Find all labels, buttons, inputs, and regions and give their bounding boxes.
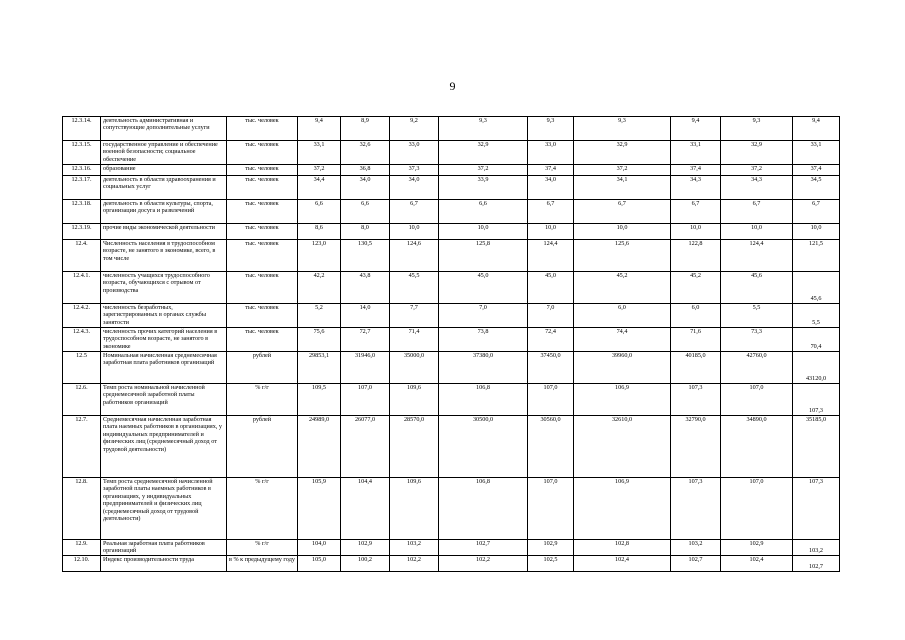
row-indicator-name: деятельность в области культуры, спорта, организации досуга и развлечений bbox=[101, 200, 227, 224]
row-value: 24989,0 bbox=[298, 416, 341, 478]
row-value: 33,0 bbox=[390, 141, 439, 165]
row-value: 10,0 bbox=[793, 224, 840, 240]
row-code: 12.3.16. bbox=[63, 165, 101, 176]
row-value: 102,2 bbox=[390, 556, 439, 572]
row-indicator-name: Темп роста среднемесячной начисленной заработной платы наемных работников в организациях, у индивидуальных предпринимателей и физических лиц (среднемесячный доход от трудовой деятельности) bbox=[101, 478, 227, 540]
row-value: 71,4 bbox=[390, 328, 439, 352]
table-body bbox=[63, 117, 840, 572]
row-value: 124,6 bbox=[390, 240, 439, 272]
row-value: 34,3 bbox=[721, 176, 793, 200]
row-value: 9,3 bbox=[574, 117, 671, 141]
row-value: 107,0 bbox=[721, 478, 793, 540]
row-value: 45,0 bbox=[439, 272, 528, 304]
row-value: 107,3 bbox=[793, 384, 840, 416]
table-row bbox=[63, 141, 840, 165]
row-value: 33,1 bbox=[671, 141, 721, 165]
table-row bbox=[63, 556, 840, 572]
row-value: 10,0 bbox=[671, 224, 721, 240]
row-value: 32790,0 bbox=[671, 416, 721, 478]
row-value: 102,7 bbox=[671, 556, 721, 572]
row-value: 109,6 bbox=[390, 478, 439, 540]
row-value: 107,3 bbox=[793, 478, 840, 540]
row-value: 7,0 bbox=[439, 304, 528, 328]
row-indicator-name: Номинальная начисленная среднемесячная заработная плата работников организаций bbox=[101, 352, 227, 384]
row-value: 122,8 bbox=[671, 240, 721, 272]
row-value: 6,0 bbox=[671, 304, 721, 328]
row-value: 45,2 bbox=[574, 272, 671, 304]
row-value: 43,8 bbox=[341, 272, 390, 304]
row-indicator-name: численность учащихся трудоспособного возраста, обучающихся с отрывом от производства bbox=[101, 272, 227, 304]
row-unit: % г/г bbox=[227, 478, 298, 540]
row-value: 107,0 bbox=[341, 384, 390, 416]
row-value: 33,9 bbox=[439, 176, 528, 200]
row-value: 34,0 bbox=[341, 176, 390, 200]
row-code: 12.4.2. bbox=[63, 304, 101, 328]
row-value: 6,6 bbox=[341, 200, 390, 224]
row-value: 121,5 bbox=[793, 240, 840, 272]
row-value: 14,0 bbox=[341, 304, 390, 328]
row-value: 9,4 bbox=[298, 117, 341, 141]
row-value: 32,9 bbox=[439, 141, 528, 165]
row-value: 6,7 bbox=[671, 200, 721, 224]
row-code: 12.3.18. bbox=[63, 200, 101, 224]
row-unit: тыс. человек bbox=[227, 165, 298, 176]
row-value: 28570,0 bbox=[390, 416, 439, 478]
row-code: 12.3.17. bbox=[63, 176, 101, 200]
table-row bbox=[63, 272, 840, 304]
row-value: 37,2 bbox=[298, 165, 341, 176]
row-unit: тыс. человек bbox=[227, 328, 298, 352]
row-value: 6,7 bbox=[528, 200, 574, 224]
row-unit: рублей bbox=[227, 352, 298, 384]
row-value: 6,7 bbox=[721, 200, 793, 224]
row-indicator-name: Численность населения в трудоспособном возрасте, не занятого в экономике, всего, в том числе bbox=[101, 240, 227, 272]
page-number: 9 bbox=[449, 79, 456, 93]
row-code: 12.4.1. bbox=[63, 272, 101, 304]
row-value: 106,8 bbox=[439, 384, 528, 416]
row-code: 12.5 bbox=[63, 352, 101, 384]
row-value: 32,9 bbox=[574, 141, 671, 165]
row-value: 36,8 bbox=[341, 165, 390, 176]
row-code: 12.3.19. bbox=[63, 224, 101, 240]
row-value: 102,7 bbox=[439, 540, 528, 556]
row-value: 102,9 bbox=[341, 540, 390, 556]
row-value: 6,7 bbox=[793, 200, 840, 224]
row-value: 43120,0 bbox=[793, 352, 840, 384]
row-value: 10,0 bbox=[721, 224, 793, 240]
table-row bbox=[63, 384, 840, 416]
row-indicator-name: деятельность в области здравоохранения и социальных услуг bbox=[101, 176, 227, 200]
row-value: 8,9 bbox=[341, 117, 390, 141]
row-value: 5,5 bbox=[721, 304, 793, 328]
row-value: 109,6 bbox=[390, 384, 439, 416]
row-unit: в % к предыдущему году bbox=[227, 556, 298, 572]
row-value: 35185,0 bbox=[793, 416, 840, 478]
row-value: 10,0 bbox=[390, 224, 439, 240]
row-value: 42,2 bbox=[298, 272, 341, 304]
row-value: 109,5 bbox=[298, 384, 341, 416]
row-indicator-name: численность прочих категорий населения в трудоспособном возрасте, не занятого в экономике bbox=[101, 328, 227, 352]
row-value: 6,7 bbox=[390, 200, 439, 224]
row-value: 125,6 bbox=[574, 240, 671, 272]
row-value: 106,9 bbox=[574, 384, 671, 416]
row-value: 107,0 bbox=[528, 478, 574, 540]
row-value: 34,1 bbox=[574, 176, 671, 200]
row-value: 45,6 bbox=[793, 272, 840, 304]
row-indicator-name: численность безработных, зарегистрированных в органах службы занятости bbox=[101, 304, 227, 328]
row-value: 10,0 bbox=[574, 224, 671, 240]
row-unit: тыс. человек bbox=[227, 240, 298, 272]
row-indicator-name: прочие виды экономической деятельности bbox=[101, 224, 227, 240]
row-value: 37,2 bbox=[574, 165, 671, 176]
row-unit: тыс. человек bbox=[227, 304, 298, 328]
row-value: 102,4 bbox=[721, 556, 793, 572]
row-value: 72,7 bbox=[341, 328, 390, 352]
row-value: 107,3 bbox=[671, 384, 721, 416]
row-code: 12.4.3. bbox=[63, 328, 101, 352]
row-value: 9,3 bbox=[528, 117, 574, 141]
table-row bbox=[63, 165, 840, 176]
row-value: 71,6 bbox=[671, 328, 721, 352]
row-value: 102,8 bbox=[574, 540, 671, 556]
row-value: 73,3 bbox=[721, 328, 793, 352]
table-row bbox=[63, 200, 840, 224]
data-table bbox=[62, 116, 840, 572]
row-value: 42760,0 bbox=[721, 352, 793, 384]
row-code: 12.4. bbox=[63, 240, 101, 272]
row-value: 107,0 bbox=[721, 384, 793, 416]
row-value: 102,4 bbox=[574, 556, 671, 572]
row-value: 30500,0 bbox=[439, 416, 528, 478]
row-value: 73,8 bbox=[439, 328, 528, 352]
row-code: 12.7. bbox=[63, 416, 101, 478]
row-value: 9,4 bbox=[671, 117, 721, 141]
row-code: 12.10. bbox=[63, 556, 101, 572]
row-value: 33,0 bbox=[528, 141, 574, 165]
row-value: 104,4 bbox=[341, 478, 390, 540]
row-value: 45,5 bbox=[390, 272, 439, 304]
row-code: 12.3.15. bbox=[63, 141, 101, 165]
row-value: 7,7 bbox=[390, 304, 439, 328]
row-unit: тыс. человек bbox=[227, 272, 298, 304]
row-indicator-name: государственное управление и обеспечение военной безопасности; социальное обеспечение bbox=[101, 141, 227, 165]
row-value: 35000,0 bbox=[390, 352, 439, 384]
row-value: 9,3 bbox=[439, 117, 528, 141]
row-value: 34,4 bbox=[298, 176, 341, 200]
row-value: 5,2 bbox=[298, 304, 341, 328]
row-value: 6,0 bbox=[574, 304, 671, 328]
row-value: 124,4 bbox=[528, 240, 574, 272]
row-value: 26077,0 bbox=[341, 416, 390, 478]
row-indicator-name: Темп роста номинальной начисленной среднемесячной заработной платы работников организаций bbox=[101, 384, 227, 416]
row-value: 34,3 bbox=[671, 176, 721, 200]
table-row bbox=[63, 117, 840, 141]
row-value: 100,2 bbox=[341, 556, 390, 572]
row-value: 102,7 bbox=[793, 556, 840, 572]
row-value: 37450,0 bbox=[528, 352, 574, 384]
row-value: 130,5 bbox=[341, 240, 390, 272]
table-row bbox=[63, 240, 840, 272]
table-row bbox=[63, 416, 840, 478]
row-value: 6,6 bbox=[298, 200, 341, 224]
row-value: 105,0 bbox=[298, 556, 341, 572]
row-indicator-name: Индекс производительности труда bbox=[101, 556, 227, 572]
row-value: 106,8 bbox=[439, 478, 528, 540]
row-value: 106,9 bbox=[574, 478, 671, 540]
row-indicator-name: Среднемесячная начисленная заработная плата наемных работников в организациях, у индивидуальных предпринимателей и физических лиц (среднемесячный доход от трудовой деятельности) bbox=[101, 416, 227, 478]
table-row bbox=[63, 328, 840, 352]
row-value: 34,0 bbox=[528, 176, 574, 200]
row-value: 72,4 bbox=[528, 328, 574, 352]
row-indicator-name: деятельность административная и сопутствующие дополнительные услуги bbox=[101, 117, 227, 141]
table-row bbox=[63, 478, 840, 540]
row-value: 9,4 bbox=[793, 117, 840, 141]
row-value: 37,3 bbox=[390, 165, 439, 176]
row-value: 8,0 bbox=[341, 224, 390, 240]
row-code: 12.8. bbox=[63, 478, 101, 540]
row-value: 45,6 bbox=[721, 272, 793, 304]
row-indicator-name: образование bbox=[101, 165, 227, 176]
row-value: 37,2 bbox=[439, 165, 528, 176]
row-unit: тыс. человек bbox=[227, 117, 298, 141]
row-value: 10,0 bbox=[528, 224, 574, 240]
row-value: 34890,0 bbox=[721, 416, 793, 478]
table-row bbox=[63, 352, 840, 384]
row-value: 74,4 bbox=[574, 328, 671, 352]
row-value: 102,9 bbox=[528, 540, 574, 556]
row-value: 75,6 bbox=[298, 328, 341, 352]
row-value: 33,1 bbox=[298, 141, 341, 165]
row-value: 32610,0 bbox=[574, 416, 671, 478]
row-value: 102,5 bbox=[528, 556, 574, 572]
row-unit: тыс. человек bbox=[227, 141, 298, 165]
row-value: 103,2 bbox=[390, 540, 439, 556]
row-value: 70,4 bbox=[793, 328, 840, 352]
row-value: 6,6 bbox=[439, 200, 528, 224]
row-value: 45,0 bbox=[528, 272, 574, 304]
row-value: 37,4 bbox=[528, 165, 574, 176]
row-value: 103,2 bbox=[793, 540, 840, 556]
table-row bbox=[63, 304, 840, 328]
row-value: 33,1 bbox=[793, 141, 840, 165]
row-code: 12.6. bbox=[63, 384, 101, 416]
row-value: 40185,0 bbox=[671, 352, 721, 384]
row-value: 124,4 bbox=[721, 240, 793, 272]
row-code: 12.3.14. bbox=[63, 117, 101, 141]
row-value: 32,9 bbox=[721, 141, 793, 165]
row-value: 105,9 bbox=[298, 478, 341, 540]
row-value: 45,2 bbox=[671, 272, 721, 304]
row-value: 10,0 bbox=[439, 224, 528, 240]
row-value: 125,8 bbox=[439, 240, 528, 272]
row-value: 37380,0 bbox=[439, 352, 528, 384]
row-value: 37,4 bbox=[671, 165, 721, 176]
row-value: 39960,0 bbox=[574, 352, 671, 384]
row-value: 31946,0 bbox=[341, 352, 390, 384]
row-value: 37,4 bbox=[793, 165, 840, 176]
row-indicator-name: Реальная заработная плата работников организаций bbox=[101, 540, 227, 556]
row-value: 9,2 bbox=[390, 117, 439, 141]
row-value: 29853,1 bbox=[298, 352, 341, 384]
row-value: 103,2 bbox=[671, 540, 721, 556]
table-row bbox=[63, 540, 840, 556]
row-value: 37,2 bbox=[721, 165, 793, 176]
row-value: 6,7 bbox=[574, 200, 671, 224]
row-unit: тыс. человек bbox=[227, 176, 298, 200]
row-value: 5,5 bbox=[793, 304, 840, 328]
row-unit: % г/г bbox=[227, 384, 298, 416]
row-unit: тыс. человек bbox=[227, 200, 298, 224]
row-code: 12.9. bbox=[63, 540, 101, 556]
row-value: 30560,0 bbox=[528, 416, 574, 478]
row-value: 32,6 bbox=[341, 141, 390, 165]
row-value: 104,0 bbox=[298, 540, 341, 556]
table-row bbox=[63, 224, 840, 240]
row-value: 102,9 bbox=[721, 540, 793, 556]
row-value: 123,0 bbox=[298, 240, 341, 272]
row-value: 7,0 bbox=[528, 304, 574, 328]
row-value: 8,6 bbox=[298, 224, 341, 240]
row-value: 102,2 bbox=[439, 556, 528, 572]
row-unit: тыс. человек bbox=[227, 224, 298, 240]
row-unit: % г/г bbox=[227, 540, 298, 556]
row-value: 107,3 bbox=[671, 478, 721, 540]
row-unit: рублей bbox=[227, 416, 298, 478]
row-value: 107,0 bbox=[528, 384, 574, 416]
row-value: 34,0 bbox=[390, 176, 439, 200]
table-row bbox=[63, 176, 840, 200]
row-value: 34,5 bbox=[793, 176, 840, 200]
row-value: 9,3 bbox=[721, 117, 793, 141]
